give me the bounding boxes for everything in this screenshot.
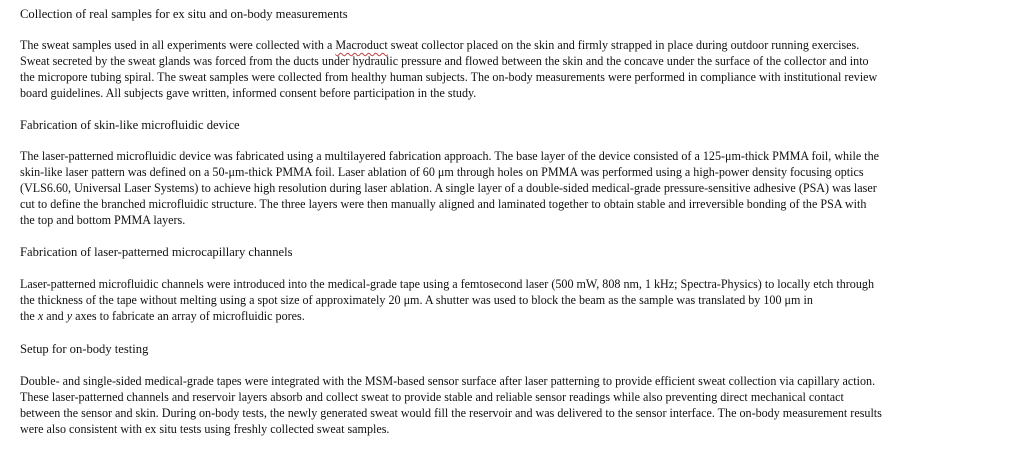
paragraph-line: skin-like laser pattern was defined on a 50-μm-thick PMMA foil. Laser ablation of 60 μm through holes on PMMA was performed using a high-power density focusing optics [20,165,864,179]
paragraph-line: the x and y axes to fabricate an array of microfluidic pores. [20,309,305,323]
italic-variable-y: y [66,309,73,323]
paragraph-line: These laser-patterned channels and reservoir layers absorb and collect sweat to provide stable and reliable sensor readings while also preventing direct mechanical contact [20,390,844,404]
section-paragraph-device-fabrication [20,148,1010,228]
italic-variable-x: x [37,309,44,323]
section-paragraph-sample-collection [20,37,1010,101]
section-paragraph-on-body-testing [20,373,1010,437]
paragraph-line: Double- and single-sided medical-grade tapes were integrated with the MSM-based sensor surface after laser patterning to provide efficient sweat collection via capillary action. [20,374,876,388]
paragraph-line: the top and bottom PMMA layers. [20,213,186,227]
section-paragraph-microcapillary-channels [20,276,1010,324]
section-heading-sample-collection: Collection of real samples for ex situ and on-body measurements [20,7,348,21]
paragraph-line: The laser-patterned microfluidic device was fabricated using a multilayered fabrication approach. The base layer of the device consisted of a 125-μm-thick PMMA foil, while the [20,149,879,163]
paragraph-line: between the sensor and skin. During on-body tests, the newly generated sweat would fill the reservoir and was delivered to the sensor interface. The on-body measurement results [20,406,882,420]
paragraph-line: (VLS6.60, Universal Laser Systems) to achieve high resolution during laser ablation. A single layer of a double-sided medical-grade pressure-sensitive adhesive (PSA) was laser [20,181,877,195]
spellcheck-flagged-word: Macroduct [335,38,388,52]
section-heading-device-fabrication: Fabrication of skin-like microfluidic device [20,118,240,132]
section-heading-on-body-testing: Setup for on-body testing [20,342,149,356]
paragraph-line: cut to define the branched microfluidic structure. The three layers were then manually aligned and laminated together to obtain stable and irreversible bonding of the PSA with [20,197,867,211]
paragraph-line: Sweat secreted by the sweat glands was forced from the ducts under hydraulic pressure and flowed between the skin and the concave under the surface of the collector and into [20,54,869,68]
paragraph-line: Laser-patterned microfluidic channels were introduced into the medical-grade tape using a femtosecond laser (500 mW, 808 nm, 1 kHz; Spectra-Physics) to locally etch through [20,277,874,291]
paragraph-line: the thickness of the tape without melting using a spot size of approximately 20 μm. A shutter was used to block the beam as the sample was translated by 100 μm in [20,293,813,307]
section-heading-microcapillary-channels: Fabrication of laser-patterned microcapillary channels [20,245,293,259]
paragraph-line: the micropore tubing spiral. The sweat samples were collected from healthy human subjects. The on-body measurements were performed in compliance with institutional review [20,70,878,84]
paragraph-line: were also consistent with ex situ tests using freshly collected sweat samples. [20,422,390,436]
paragraph-line: The sweat samples used in all experiments were collected with a Macroduct sweat collector placed on the skin and firmly strapped in place during outdoor running exercises. [20,38,860,52]
paragraph-line: board guidelines. All subjects gave written, informed consent before participation in the study. [20,86,477,100]
